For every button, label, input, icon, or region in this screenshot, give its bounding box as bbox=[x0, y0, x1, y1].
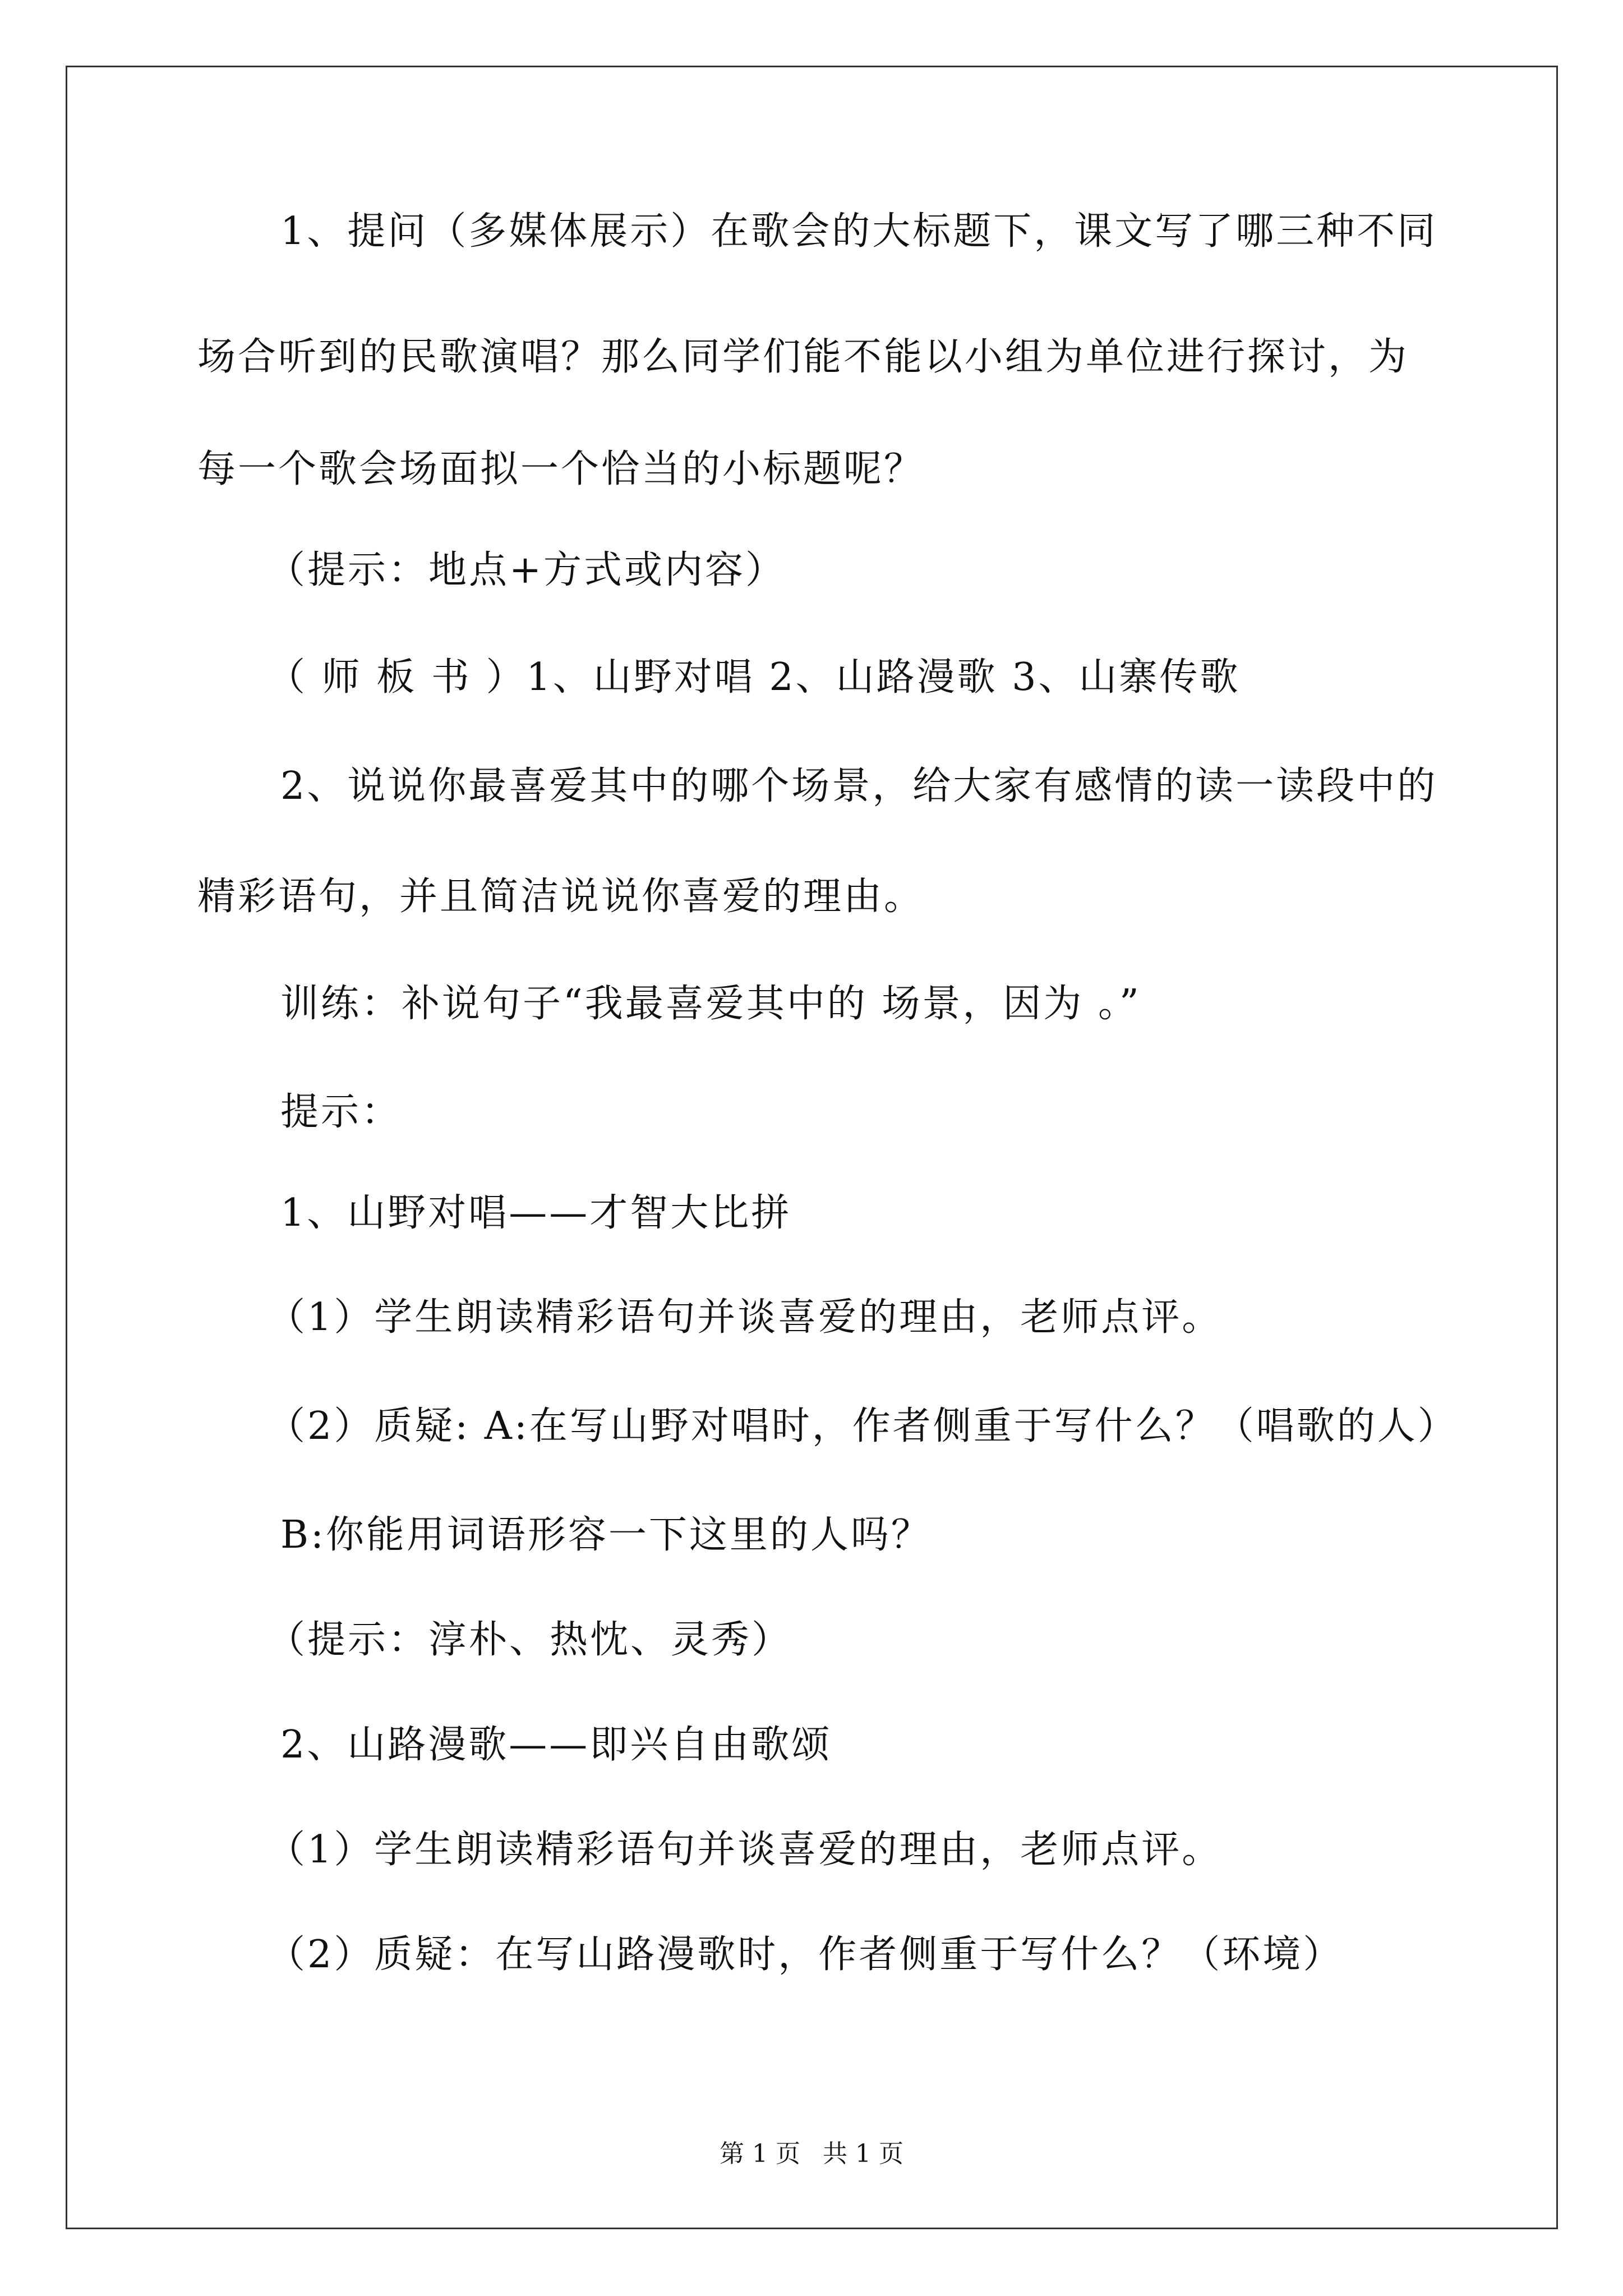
page-footer bbox=[0, 2137, 1623, 2171]
paragraph-line: （2）质疑：在写山路漫歌时，作者侧重于写什么？（环境） bbox=[267, 1932, 1344, 1977]
paragraph-line: （提示：淳朴、热忱、灵秀） bbox=[267, 1618, 792, 1662]
paragraph-line: 1、山野对唱——才智大比拼 bbox=[280, 1191, 792, 1235]
paragraph-line: 训练：补说句子“我最喜爱其中的 场景，因为 。” bbox=[280, 982, 1141, 1026]
paragraph-line: （1）学生朗读精彩语句并谈喜爱的理由，老师点评。 bbox=[267, 1295, 1223, 1340]
paragraph-line: （2）质疑: A:在写山野对唱时，作者侧重于写什么？（唱歌的人） bbox=[267, 1404, 1458, 1448]
paragraph-line: 精彩语句，并且简洁说说你喜爱的理由。 bbox=[197, 875, 925, 919]
paragraph-line: （提示：地点+方式或内容） bbox=[267, 548, 786, 592]
page-number: 第 1 页 bbox=[720, 2139, 800, 2168]
paragraph-line: 2、山路漫歌——即兴自由歌颂 bbox=[280, 1723, 832, 1767]
page-total: 共 1 页 bbox=[823, 2139, 903, 2168]
paragraph-line: （1）学生朗读精彩语句并谈喜爱的理由，老师点评。 bbox=[267, 1828, 1223, 1872]
paragraph-line: （ 师 板 书 ）1、山野对唱 2、山路漫歌 3、山寨传歌 bbox=[267, 655, 1241, 700]
paragraph-line: 1、提问（多媒体展示）在歌会的大标题下，课文写了哪三种不同 bbox=[280, 209, 1438, 254]
paragraph-line: 场合听到的民歌演唱？那么同学们能不能以小组为单位进行探讨，为 bbox=[197, 335, 1409, 379]
paragraph-line: 每一个歌会场面拟一个恰当的小标题呢？ bbox=[197, 447, 925, 491]
paragraph-line: 2、说说你最喜爱其中的哪个场景，给大家有感情的读一读段中的 bbox=[280, 764, 1438, 808]
paragraph-line: B:你能用词语形容一下这里的人吗？ bbox=[280, 1513, 932, 1557]
paragraph-line: 提示： bbox=[280, 1090, 402, 1134]
